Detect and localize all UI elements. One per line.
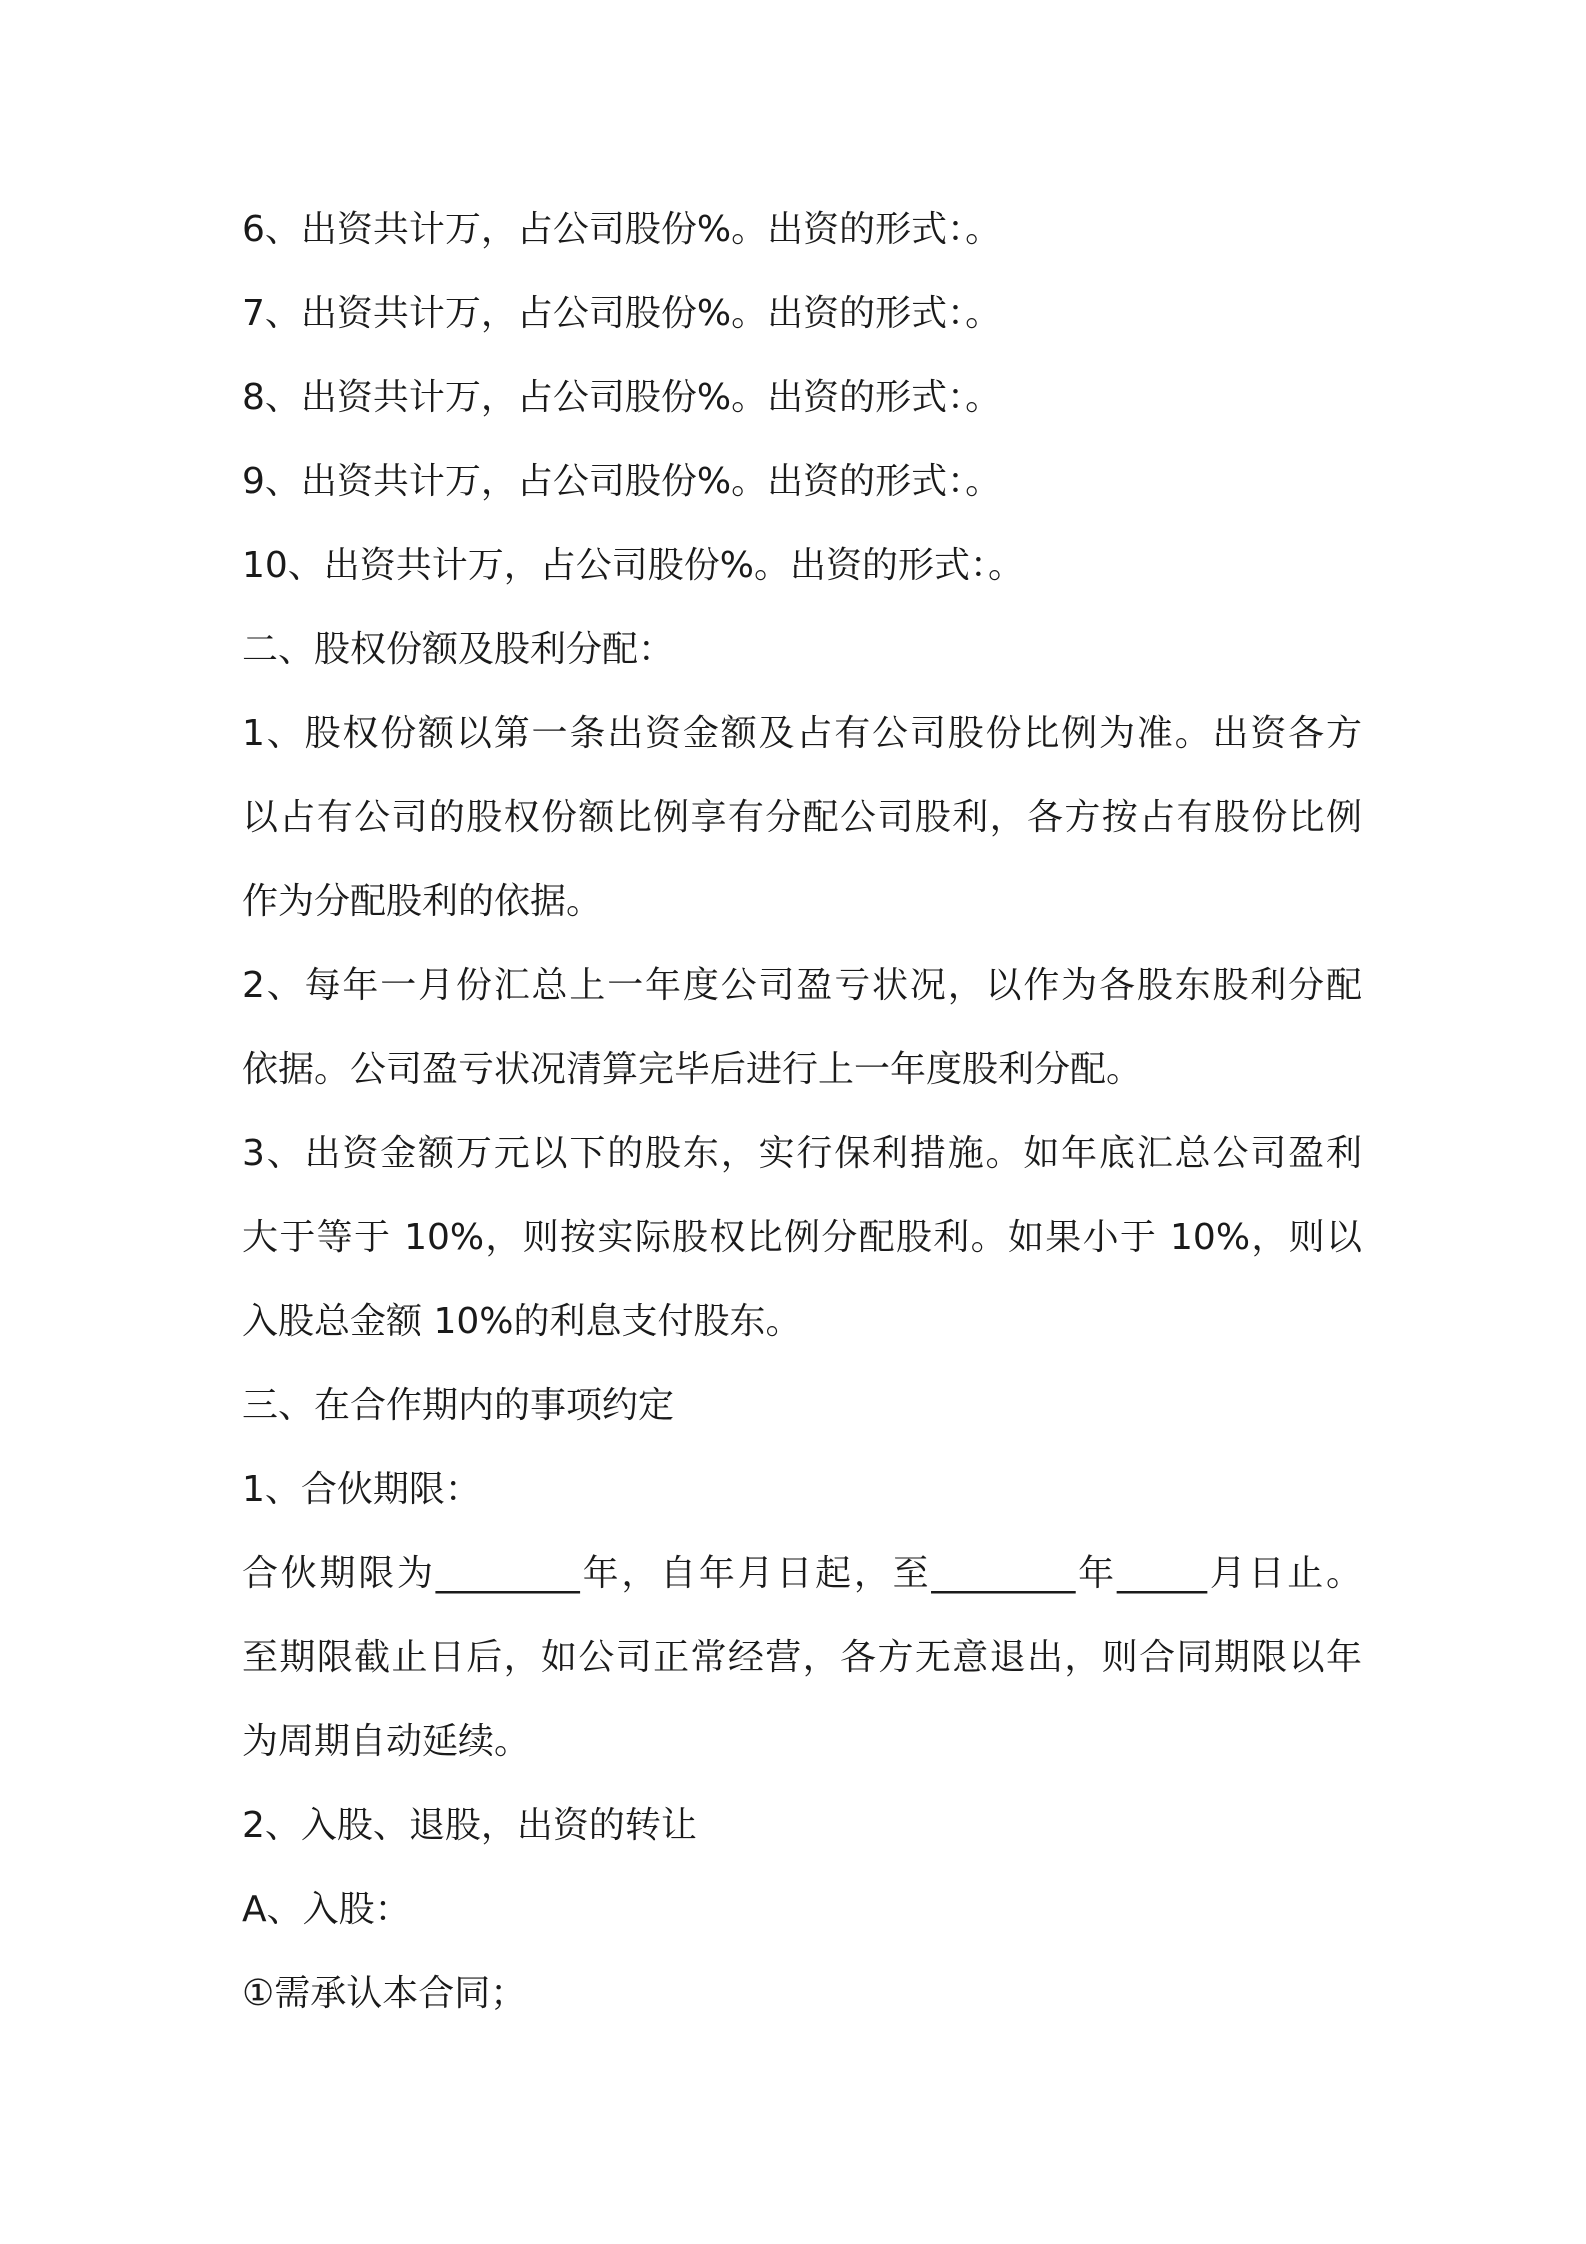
term-period-line: 合伙期限为________年，自年月日起，至________年_____月日止。 — [242, 1553, 1362, 1594]
document-body — [242, 188, 1362, 2036]
clause-8-contribution: 8、出资共计万，占公司股份%。出资的形式：。 — [242, 377, 1002, 418]
equity-clause-2-line-1: 2、每年一月份汇总上一年度公司盈亏状况，以作为各股东股利分配 — [242, 965, 1362, 1006]
clause-10-contribution: 10、出资共计万，占公司股份%。出资的形式：。 — [242, 545, 1025, 586]
equity-clause-3-line-2: 大于等于 10%，则按实际股权比例分配股利。如果小于 10%，则以 — [242, 1217, 1362, 1258]
clause-6-contribution: 6、出资共计万，占公司股份%。出资的形式：。 — [242, 209, 1002, 250]
term-renewal-line-1: 至期限截止日后，如公司正常经营，各方无意退出，则合同期限以年 — [242, 1637, 1362, 1678]
join-item-1: ①需承认本合同； — [242, 1973, 527, 2014]
equity-clause-1-line-2: 以占有公司的股权份额比例享有分配公司股利，各方按占有股份比例 — [242, 797, 1362, 838]
clause-9-contribution: 9、出资共计万，占公司股份%。出资的形式：。 — [242, 461, 1002, 502]
equity-clause-3-line-3: 入股总金额 10%的利息支付股东。 — [242, 1301, 802, 1342]
join-heading: A、入股： — [242, 1889, 411, 1930]
equity-clause-3-line-1: 3、出资金额万元以下的股东，实行保利措施。如年底汇总公司盈利 — [242, 1133, 1362, 1174]
equity-clause-1-line-1: 1、股权份额以第一条出资金额及占有公司股份比例为准。出资各方 — [242, 713, 1362, 754]
term-renewal-line-2: 为周期自动延续。 — [242, 1721, 531, 1762]
clause-7-contribution: 7、出资共计万，占公司股份%。出资的形式：。 — [242, 293, 1002, 334]
term-heading: 1、合伙期限： — [242, 1469, 481, 1510]
equity-clause-1-line-3: 作为分配股利的依据。 — [242, 881, 603, 922]
section-heading-equity: 二、股权份额及股利分配： — [242, 629, 675, 670]
section-heading-cooperation: 三、在合作期内的事项约定 — [242, 1385, 675, 1426]
transfer-heading: 2、入股、退股，出资的转让 — [242, 1805, 697, 1846]
equity-clause-2-line-2: 依据。公司盈亏状况清算完毕后进行上一年度股利分配。 — [242, 1049, 1143, 1090]
